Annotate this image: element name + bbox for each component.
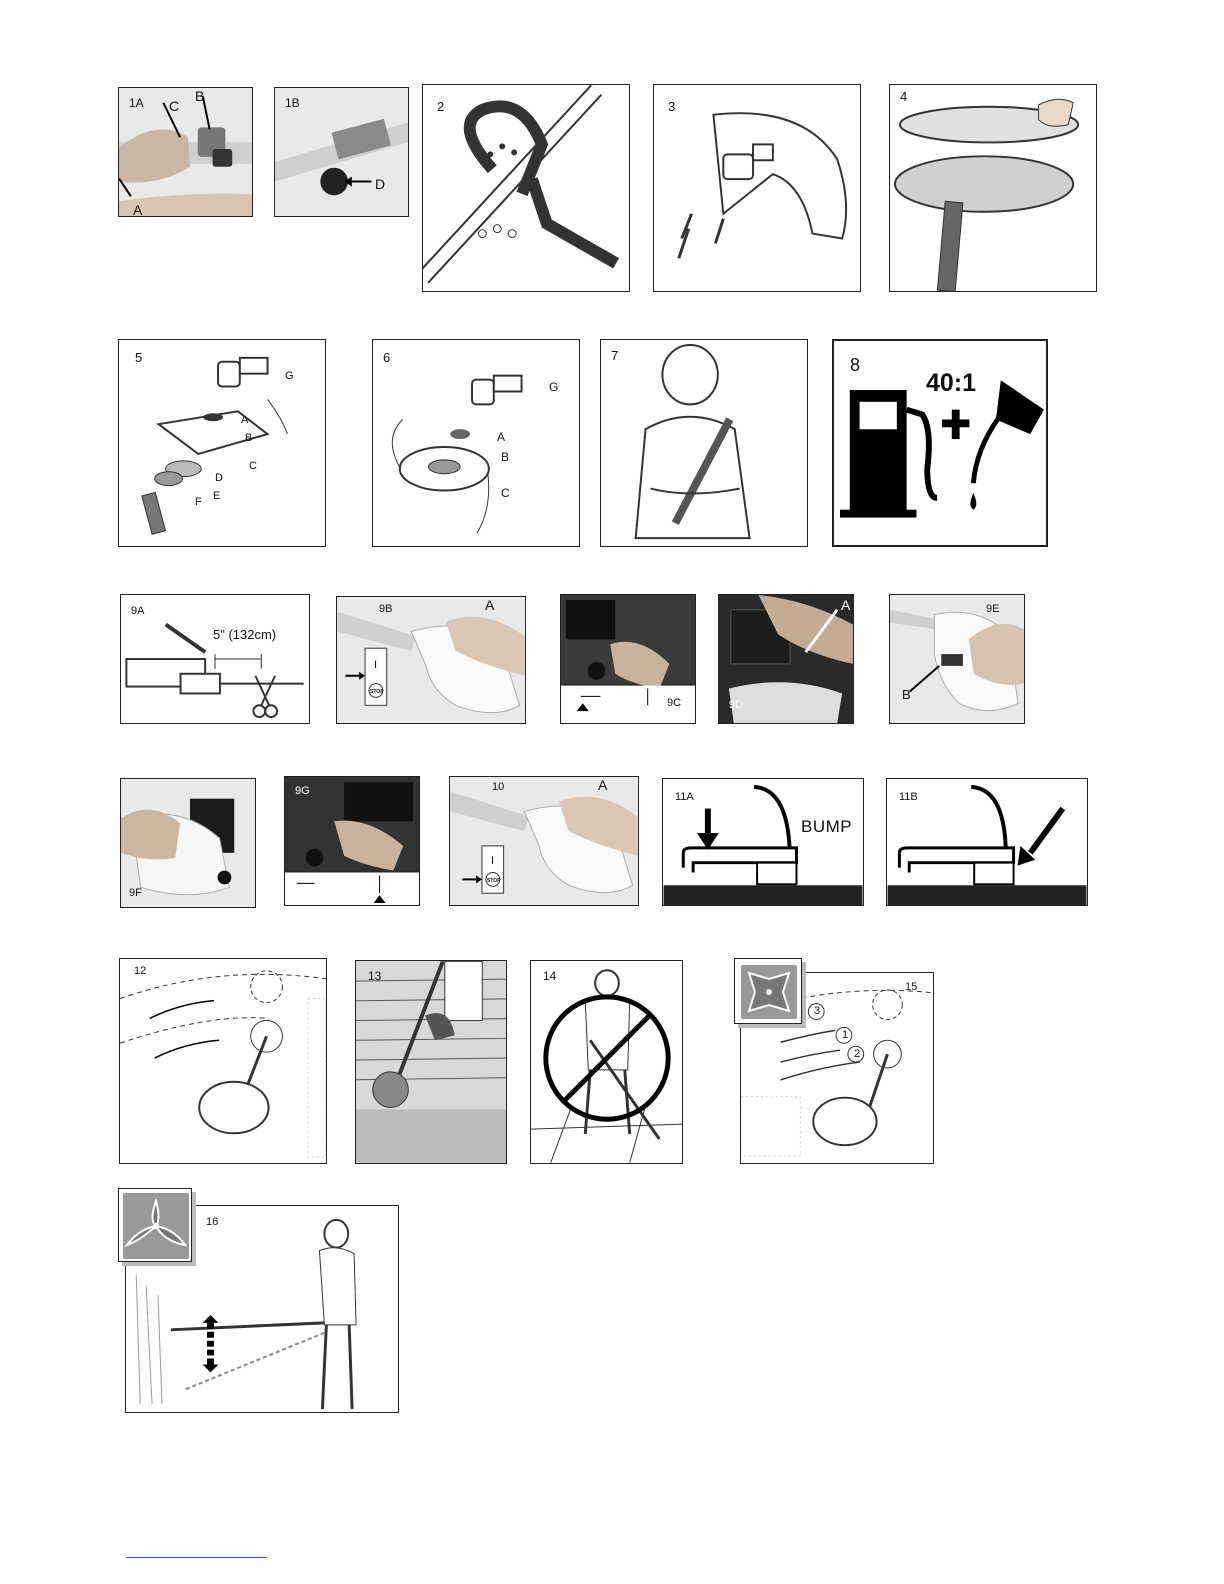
bump-label: BUMP (801, 817, 853, 836)
label-b: B (245, 432, 253, 444)
figure-8 (832, 339, 1048, 547)
label-f: F (195, 496, 202, 508)
label-a: A (133, 202, 143, 217)
label-g: G (285, 370, 294, 382)
figure-number: 1B (285, 96, 300, 110)
figure-11a (662, 778, 864, 906)
three-tooth-blade-inset (118, 1188, 192, 1262)
figure-3-illustration (654, 85, 860, 291)
figure-number: 7 (611, 348, 619, 363)
figure-13-illustration (356, 961, 506, 1163)
figure-4 (889, 84, 1097, 292)
figure-5 (118, 339, 326, 547)
figure-2 (422, 84, 630, 292)
figure-number: 9F (129, 887, 142, 899)
figure-2-illustration (423, 85, 629, 291)
figure-9e (889, 594, 1025, 724)
figure-9g (284, 776, 420, 906)
label-e: E (213, 490, 221, 502)
figure-number: 5 (135, 350, 143, 365)
label-b: B (902, 687, 911, 702)
figure-11b (886, 778, 1088, 906)
figure-1b (274, 87, 409, 217)
label-c: C (249, 460, 257, 472)
three-tooth-blade-icon (119, 1189, 193, 1263)
figure-number: 4 (900, 89, 908, 104)
figure-number: 9E (986, 603, 1000, 615)
label-a: A (841, 597, 851, 613)
figure-9b-illustration (337, 597, 525, 723)
stop-mark: STOP (370, 689, 384, 695)
figure-number: 14 (543, 969, 557, 983)
label-d: D (375, 176, 386, 192)
figure-number: 3 (668, 99, 676, 114)
figure-number: 9C (667, 697, 682, 709)
figure-number: 9B (379, 603, 393, 615)
label-b: B (195, 88, 205, 104)
step-1: 1 (842, 1029, 849, 1041)
figure-number: 9D (729, 699, 744, 711)
figure-number: 9G (295, 785, 310, 797)
figure-1a (118, 87, 253, 217)
figure-number: 11A (675, 791, 694, 803)
label-a: A (497, 430, 506, 444)
figure-6-illustration (373, 340, 579, 546)
figure-14-illustration (531, 961, 682, 1163)
figure-3 (653, 84, 861, 292)
step-2: 2 (854, 1048, 861, 1060)
figure-9d (718, 594, 854, 724)
label-c: C (501, 486, 510, 500)
figure-9a-illustration (121, 595, 309, 723)
figure-number: 12 (134, 965, 147, 977)
figure-6 (372, 339, 580, 547)
footer-rule (126, 1557, 267, 1558)
figure-4-illustration (890, 85, 1096, 291)
label-a: A (598, 777, 608, 793)
figure-number: 8 (850, 355, 861, 375)
label-a: A (485, 597, 495, 613)
figure-number: 15 (905, 981, 918, 993)
figure-5-illustration (119, 340, 325, 546)
label-d: D (215, 472, 223, 484)
figure-9c (560, 594, 696, 724)
label-g: G (549, 380, 559, 394)
label-c: C (169, 98, 180, 114)
label-b: B (501, 450, 510, 464)
figure-number: 11B (899, 791, 918, 803)
figure-9f (120, 778, 256, 908)
figure-number: 10 (492, 781, 505, 793)
figure-9e-illustration (890, 595, 1024, 723)
fuel-oil-ratio: 40:1 (926, 369, 977, 397)
figure-13 (355, 960, 507, 1164)
figure-number: 9A (131, 605, 145, 617)
four-tooth-blade-inset (734, 958, 802, 1024)
switch-on-mark: I (374, 659, 378, 671)
figure-9a (120, 594, 310, 724)
figure-number: 1A (129, 96, 144, 110)
trim-line-length: 5" (132cm) (213, 627, 277, 642)
figure-number: 13 (368, 969, 382, 983)
switch-on-mark: I (491, 855, 495, 867)
figure-10 (449, 776, 639, 906)
figure-9b (336, 596, 526, 724)
figure-number: 16 (206, 1216, 219, 1228)
four-tooth-blade-icon (735, 959, 803, 1025)
figure-12-illustration (120, 959, 326, 1163)
label-a: A (241, 414, 249, 426)
figure-14 (530, 960, 683, 1164)
figure-12 (119, 958, 327, 1164)
figure-10-illustration (450, 777, 638, 905)
stop-mark: STOP (487, 878, 501, 884)
step-3: 3 (814, 1005, 821, 1017)
figure-7 (600, 339, 808, 547)
figure-7-illustration (601, 340, 807, 546)
figure-number: 2 (437, 99, 445, 114)
figure-number: 6 (383, 350, 391, 365)
